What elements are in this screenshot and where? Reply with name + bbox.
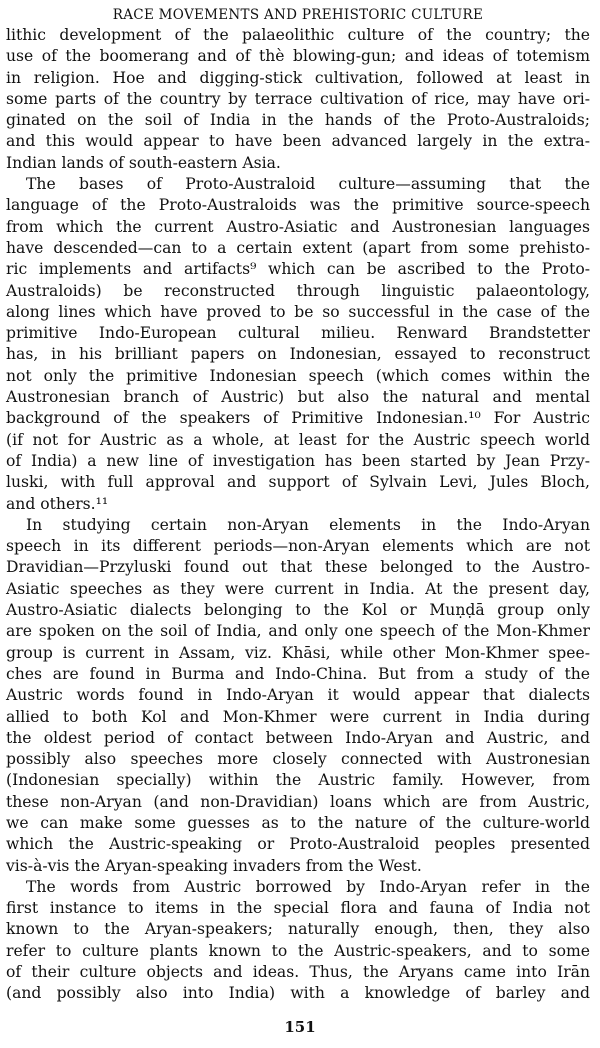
- text-line: possibly also speeches more closely connected with Austronesian: [6, 750, 590, 769]
- text-line: which the Austric-speaking or Proto-Australoid peoples presented: [6, 835, 590, 854]
- text-line: from which the current Austro-Asiatic and Austronesian languages: [6, 217, 590, 236]
- body-text: [6, 25, 590, 1005]
- text-line: ches are found in Burma and Indo-China. But from a study of the: [6, 664, 590, 683]
- paragraph: [6, 174, 590, 515]
- page-number: 151: [284, 1018, 316, 1036]
- text-line: luski, with full approval and support of Sylvain Levi, Jules Bloch,: [6, 473, 590, 492]
- text-line: The words from Austric borrowed by Indo-Aryan refer in the: [26, 877, 590, 896]
- text-line: of their culture objects and ideas. Thus, the Aryans came into Irān: [6, 963, 590, 982]
- text-line: Austric words found in Indo-Aryan it would appear that dialects: [6, 686, 590, 705]
- text-line: Austro-Asiatic dialects belonging to the Kol or Muṇḍā group only: [6, 601, 590, 620]
- text-line: The bases of Proto-Australoid culture—assuming that the: [26, 175, 590, 194]
- text-line: background of the speakers of Primitive Indonesian.¹⁰ For Austric: [6, 409, 590, 428]
- text-line: we can make some guesses as to the nature of the culture-world: [6, 813, 590, 832]
- text-line: along lines which have proved to be so successful in the case of the: [6, 302, 590, 321]
- text-line: Asiatic speeches as they were current in India. At the present day,: [6, 579, 590, 598]
- text-line: Indian lands of south-eastern Asia.: [6, 153, 281, 172]
- text-line: allied to both Kol and Mon-Khmer were current in India during: [6, 707, 590, 726]
- text-line: Dravidian—Przyluski found out that these belonged to the Austro-: [6, 558, 590, 577]
- paragraph: [6, 515, 590, 877]
- text-line: In studying certain non-Aryan elements in the Indo-Aryan: [26, 515, 590, 534]
- text-line: (and possibly also into India) with a knowledge of barley and: [6, 984, 590, 1003]
- text-line: not only the primitive Indonesian speech (which comes within the: [6, 366, 590, 385]
- text-line: first instance to items in the special flora and fauna of India not: [6, 899, 590, 918]
- text-line: speech in its different periods—non-Aryan elements which are not: [6, 537, 590, 556]
- text-line: language of the Proto-Australoids was the primitive source-speech: [6, 196, 590, 215]
- text-line: in religion. Hoe and digging-stick cultivation, followed at least in: [6, 68, 590, 87]
- text-line: are spoken on the soil of India, and only one speech of the Mon-Khmer: [6, 622, 590, 641]
- text-line: of India) a new line of investigation has been started by Jean Przy-: [6, 451, 590, 470]
- text-line: ginated on the soil of India in the hands of the Proto-Australoids;: [6, 111, 590, 130]
- text-line: has, in his brilliant papers on Indonesian, essayed to reconstruct: [6, 345, 590, 364]
- text-line: vis-à-vis the Aryan-speaking invaders from the West.: [6, 856, 422, 875]
- text-line: (Indonesian specially) within the Austric family. However, from: [6, 771, 590, 790]
- text-line: primitive Indo-European cultural milieu. Renward Brandstetter: [6, 324, 590, 343]
- text-line: have descended—can to a certain extent (apart from some prehisto-: [6, 238, 590, 257]
- text-line: (if not for Austric as a whole, at least for the Austric speech world: [6, 430, 590, 449]
- text-line: and others.¹¹: [6, 494, 109, 513]
- text-line: refer to culture plants known to the Austric-speakers, and to some: [6, 941, 590, 960]
- text-line: lithic development of the palaeolithic culture of the country; the: [6, 26, 590, 44]
- text-line: the oldest period of contact between Indo-Aryan and Austric, and: [6, 728, 590, 747]
- text-line: use of the boomerang and of thè blowing-gun; and ideas of totemism: [6, 47, 590, 66]
- text-line: these non-Aryan (and non-Dravidian) loans which are from Austric,: [6, 792, 590, 811]
- paragraph: [6, 877, 590, 1005]
- text-line: ric implements and artifacts⁹ which can be ascribed to the Proto-: [6, 260, 590, 279]
- running-head: RACE MOVEMENTS AND PREHISTORIC CULTURE: [112, 7, 484, 23]
- text-line: and this would appear to have been advanced largely in the extra-: [6, 132, 590, 151]
- text-line: known to the Aryan-speakers; naturally enough, then, they also: [6, 920, 590, 939]
- paragraph: [6, 25, 590, 174]
- text-line: Austronesian branch of Austric) but also the natural and mental: [6, 388, 590, 407]
- text-line: Australoids) be reconstructed through linguistic palaeontology,: [6, 281, 590, 300]
- text-line: group is current in Assam, viz. Khāsi, while other Mon-Khmer spee-: [6, 643, 590, 662]
- text-line: some parts of the country by terrace cultivation of rice, may have ori-: [6, 89, 590, 108]
